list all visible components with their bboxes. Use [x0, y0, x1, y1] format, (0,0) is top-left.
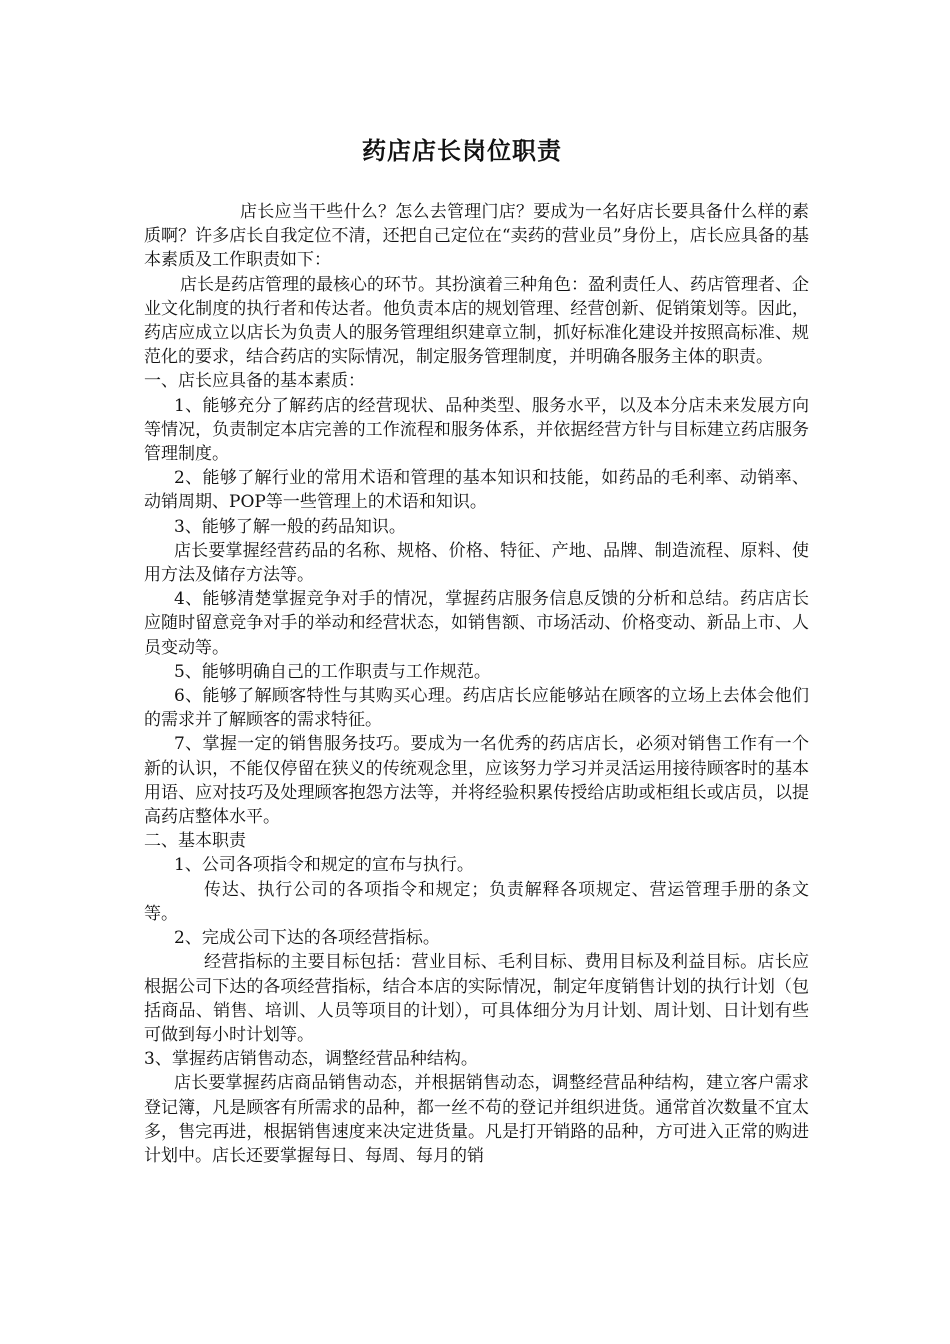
section-heading-qualities: 一、店长应具备的基本素质： [144, 371, 365, 392]
document-body [144, 200, 809, 1168]
paragraph-role: 店长是药店管理的最核心的环节。其扮演着三种角色：盈利责任人、药店管理者、企业文化制度的执行者和传达者。他负责本店的规划管理、经营创新、促销策划等。因此，药店应成立以店长为负责人的服务管理组织建章立制，抓好标准化建设并按照高标准、规范化的要求，结合药店的实际情况，制定服务管理制度，并明确各服务主体的职责。 [144, 274, 809, 368]
paragraph-duty-3-detail: 店长要掌握药店商品销售动态，并根据销售动态，调整经营品种结构，建立客户需求登记簿，凡是顾客有所需求的品种，都一丝不苟的登记并组织进货。通常首次数量不宜太多，售完再进，根据销售速度来决定进货量。凡是打开销路的品种，方可进入正常的购进计划中。店长还要掌握每日、每周、每月的销 [144, 1073, 809, 1166]
list-item-duty-1: 1、公司各项指令和规定的宣布与执行。 [174, 855, 474, 876]
paragraph-duty-1-detail: 传达、执行公司的各项指令和规定；负责解释各项规定、营运管理手册的条文等。 [144, 879, 809, 924]
list-item-quality-6: 6、能够了解顾客特性与其购买心理。药店店长应能够站在顾客的立场上去体会他们的需求并了解顾客的需求特征。 [144, 686, 809, 731]
list-item-quality-3: 3、能够了解一般的药品知识。 [174, 516, 406, 537]
document-title: 药店店长岗位职责 [362, 136, 562, 165]
paragraph-intro: 店长应当干些什么？怎么去管理门店？要成为一名好店长要具备什么样的素质啊？许多店长自我定位不清，还把自己定位在“卖药的营业员”身份上，店长应具备的基本素质及工作职责如下： [144, 202, 809, 271]
list-item-quality-1: 1、能够充分了解药店的经营现状、品种类型、服务水平，以及本分店未来发展方向等情况，负责制定本店完善的工作流程和服务体系，并依据经营方针与目标建立药店服务管理制度。 [144, 395, 809, 465]
paragraph-duty-2-detail: 经营指标的主要目标包括：营业目标、毛利目标、费用目标及利益目标。店长应根据公司下达的各项经营指标，结合本店的实际情况，制定年度销售计划的执行计划（包括商品、销售、培训、人员等项目的计划），可具体细分为月计划、周计划、日计划有些可做到每小时计划等。 [144, 952, 809, 1045]
list-item-duty-2: 2、完成公司下达的各项经营指标。 [174, 928, 440, 949]
list-item-duty-3: 3、掌握药店销售动态，调整经营品种结构。 [144, 1049, 478, 1070]
list-item-quality-5: 5、能够明确自己的工作职责与工作规范。 [174, 661, 491, 682]
list-item-quality-2: 2、能够了解行业的常用术语和管理的基本知识和技能，如药品的毛利率、动销率、动销周期、POP等一些管理上的术语和知识。 [144, 468, 809, 513]
paragraph-quality-3-detail: 店长要掌握经营药品的名称、规格、价格、特征、产地、品牌、制造流程、原料、使用方法及储存方法等。 [144, 540, 809, 586]
list-item-quality-7: 7、掌握一定的销售服务技巧。要成为一名优秀的药店店长，必须对销售工作有一个新的认识，不能仅停留在狭义的传统观念里，应该努力学习并灵活运用接待顾客时的基本用语、应对技巧及处理顾客抱怨方法等，并将经验积累传授给店助或柜组长或店员，以提高药店整体水平。 [144, 734, 809, 828]
section-heading-duties: 二、基本职责 [144, 831, 246, 852]
list-item-quality-4: 4、能够清楚掌握竞争对手的情况，掌握药店服务信息反馈的分析和总结。药店店长应随时留意竞争对手的举动和经营状态，如销售额、市场活动、价格变动、新品上市、人员变动等。 [144, 589, 809, 658]
